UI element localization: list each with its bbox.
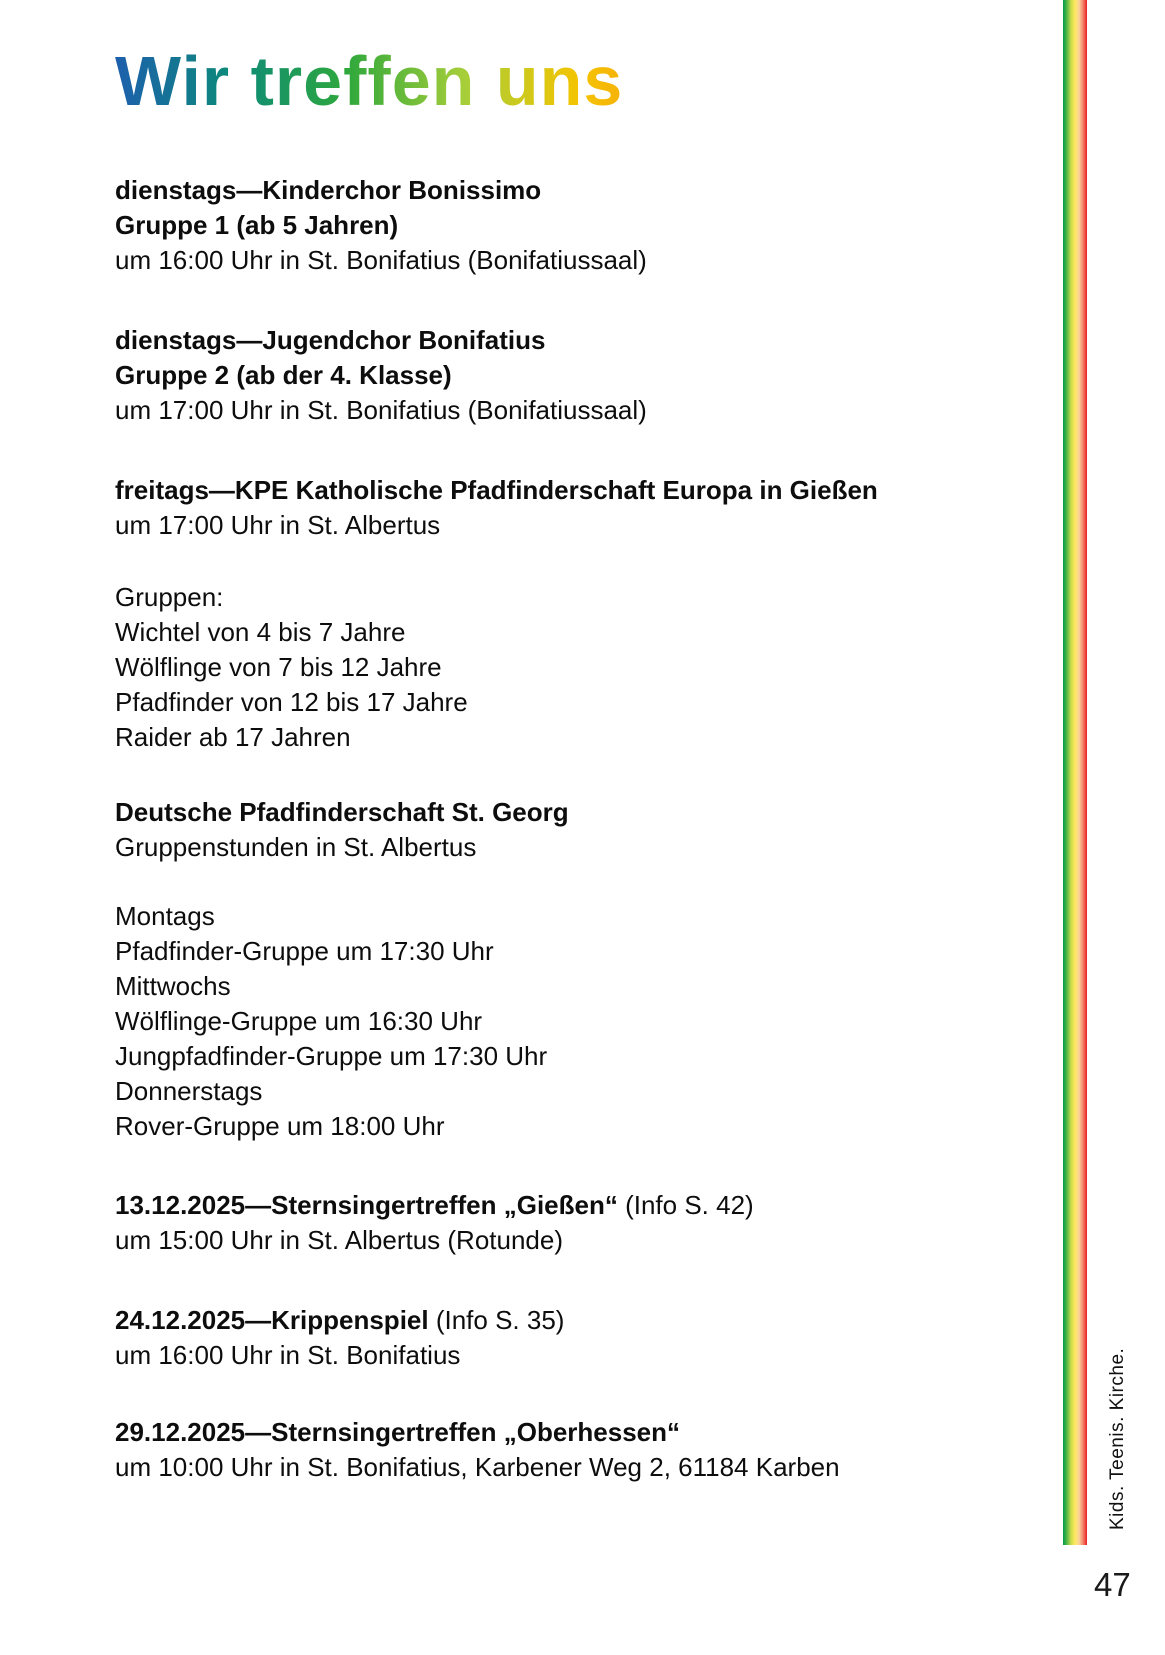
- page-number: 47: [1094, 1566, 1131, 1603]
- event-line: [115, 795, 1045, 830]
- event-line-text: Rover-Gruppe um 18:00 Uhr: [115, 1111, 445, 1141]
- event-line: [115, 899, 1045, 934]
- event-line: [115, 650, 1045, 685]
- event-line: [115, 685, 1045, 720]
- event-line: [115, 1109, 1045, 1144]
- event-line: [115, 969, 1045, 1004]
- event-line-text: (Info S. 42): [625, 1190, 754, 1220]
- event-line: [115, 393, 1045, 428]
- event-line-text: Montags: [115, 901, 215, 931]
- event-line: [115, 243, 1045, 278]
- event-line-text: Wichtel von 4 bis 7 Jahre: [115, 617, 406, 647]
- event-line: [115, 830, 1045, 865]
- event-line-text: um 17:00 Uhr in St. Albertus: [115, 510, 441, 540]
- event-line-bold-text: Deutsche Pfadfinderschaft St. Georg: [115, 797, 569, 827]
- event-line-text: Gruppen:: [115, 582, 224, 612]
- event-line-text: Jungpfadfinder-Gruppe um 17:30 Uhr: [115, 1041, 548, 1071]
- event-section-kpe-pfadfinderschaft: [115, 473, 1045, 543]
- event-line: [115, 615, 1045, 650]
- event-line: [115, 1303, 1045, 1338]
- event-line-bold-text: 13.12.2025—Sternsingertreffen „Gießen“: [115, 1190, 626, 1220]
- event-line: [115, 934, 1045, 969]
- event-line-text: Wölflinge-Gruppe um 16:30 Uhr: [115, 1006, 483, 1036]
- event-line-text: um 10:00 Uhr in St. Bonifatius, Karbener Weg 2, 61184 Karben: [115, 1452, 840, 1482]
- event-section-kpe-gruppen-liste: [115, 580, 1045, 755]
- event-section-krippenspiel: [115, 1303, 1045, 1373]
- event-line: [115, 720, 1045, 755]
- sidebar-rubric-label: Kids. Teenis. Kirche.: [1107, 1347, 1128, 1530]
- event-section-sternsingertreffen-giessen: [115, 1188, 1045, 1258]
- event-line: [115, 173, 1045, 208]
- event-line-text: (Info S. 35): [435, 1305, 565, 1335]
- page-title: Wir treffen uns: [115, 46, 1045, 116]
- event-line: [115, 1039, 1045, 1074]
- event-line-bold-text: 29.12.2025—Sternsingertreffen „Oberhessen“: [115, 1417, 681, 1447]
- event-line-text: Pfadfinder von 12 bis 17 Jahre: [115, 687, 468, 717]
- event-line-text: um 16:00 Uhr in St. Bonifatius (Bonifatiussaal): [115, 245, 647, 275]
- event-line-text: Raider ab 17 Jahren: [115, 722, 351, 752]
- event-line-text: um 17:00 Uhr in St. Bonifatius (Bonifatiussaal): [115, 395, 647, 425]
- event-section-dpsg-gruppenstunden-liste: [115, 899, 1045, 1144]
- event-line-text: Donnerstags: [115, 1076, 263, 1106]
- event-line: [115, 1450, 1045, 1485]
- event-line: [115, 1004, 1045, 1039]
- event-section-kinderchor-bonissimo: [115, 173, 1045, 278]
- event-line: [115, 1415, 1045, 1450]
- event-line: [115, 323, 1045, 358]
- event-line-bold-text: dienstags—Jugendchor Bonifatius: [115, 325, 546, 355]
- page-content: [115, 42, 1045, 1485]
- event-line-text: Mittwochs: [115, 971, 231, 1001]
- event-line-text: Gruppenstunden in St. Albertus: [115, 832, 477, 862]
- event-line-text: Pfadfinder-Gruppe um 17:30 Uhr: [115, 936, 494, 966]
- event-line-bold-text: Gruppe 2 (ab der 4. Klasse): [115, 360, 452, 390]
- event-line: [115, 508, 1045, 543]
- event-line-text: um 16:00 Uhr in St. Bonifatius: [115, 1340, 461, 1370]
- event-sections: [115, 173, 1045, 1485]
- event-line: [115, 1188, 1045, 1223]
- event-line: [115, 473, 1045, 508]
- rainbow-edge-stripe: [1063, 0, 1087, 1545]
- event-section-dpsg-st-georg: [115, 795, 1045, 865]
- event-line: [115, 1074, 1045, 1109]
- event-line-bold-text: Gruppe 1 (ab 5 Jahren): [115, 210, 399, 240]
- event-line: [115, 580, 1045, 615]
- event-line-bold-text: 24.12.2025—Krippenspiel: [115, 1305, 436, 1335]
- event-line-text: um 15:00 Uhr in St. Albertus (Rotunde): [115, 1225, 564, 1255]
- event-line: [115, 1223, 1045, 1258]
- event-line: [115, 358, 1045, 393]
- event-section-sternsingertreffen-oberhessen: [115, 1415, 1045, 1485]
- event-line: [115, 208, 1045, 243]
- event-line-text: Wölflinge von 7 bis 12 Jahre: [115, 652, 442, 682]
- event-line-bold-text: freitags—KPE Katholische Pfadfinderschaft Europa in Gießen: [115, 475, 878, 505]
- event-line-bold-text: dienstags—Kinderchor Bonissimo: [115, 175, 542, 205]
- event-section-jugendchor-bonifatius: [115, 323, 1045, 428]
- event-line: [115, 1338, 1045, 1373]
